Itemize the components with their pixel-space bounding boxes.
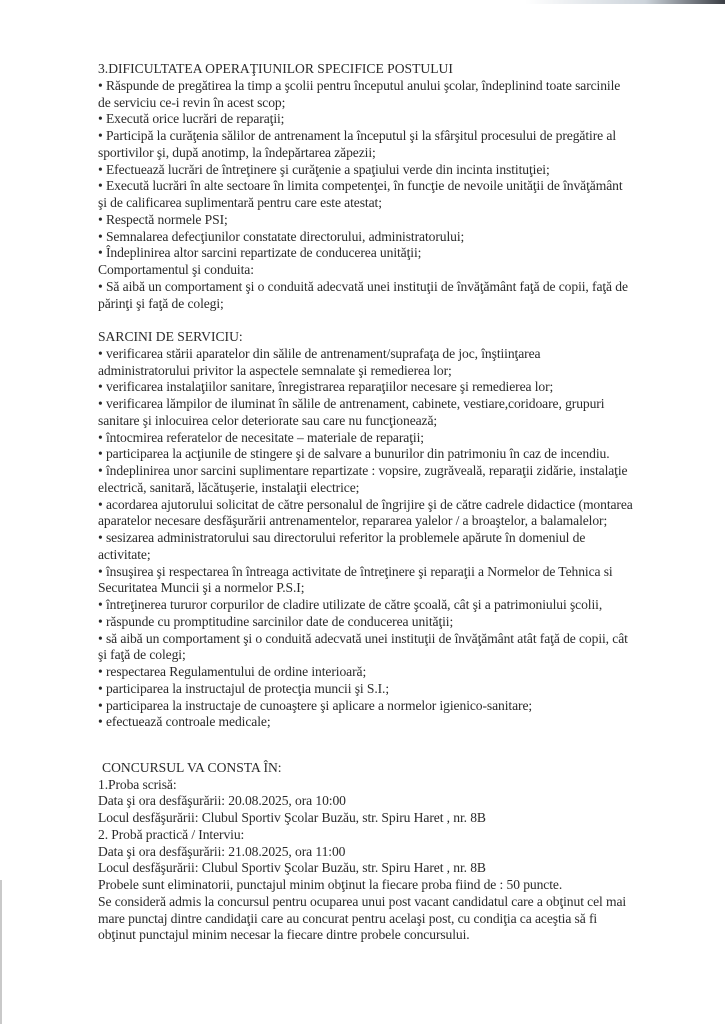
text-line: • întreţinerea tururor corpurilor de cladire utilizate de către şcoală, cât şi a patrimoniului şcolii, bbox=[98, 597, 603, 612]
section-body bbox=[98, 346, 698, 731]
scan-artifact-left-edge bbox=[0, 880, 2, 1024]
text-line: • Execută orice lucrări de reparaţii; bbox=[98, 111, 285, 127]
text-line: 2. Probă practică / Interviu: bbox=[98, 826, 245, 842]
text-line: • Efectuează lucrări de întreţinere şi curăţenie a spaţiului verde din incinta instituţiei; bbox=[98, 161, 550, 177]
section-body bbox=[98, 78, 698, 313]
text-line: • Execută lucrări în alte sectoare în limita competenţei, în funcţie de nevoile unităţii de învăţământ bbox=[98, 178, 623, 194]
text-line: Locul desfăşurării: Clubul Sportiv Şcolar Buzău, str. Spiru Haret , nr. 8B bbox=[98, 860, 486, 876]
text-line: • participarea la instructaje de cunoaştere şi aplicare a normelor igienico-sanitare; bbox=[98, 697, 533, 713]
section-heading: CONCURSUL VA CONSTA ÎN: bbox=[102, 759, 282, 775]
scan-artifact-top-edge bbox=[525, 0, 725, 4]
text-line: • întocmirea referatelor de necesitate – materiale de reparaţii; bbox=[98, 429, 424, 445]
text-line: • sesizarea administratorului sau directorului referitor la problemele apărute în domeniul de bbox=[98, 530, 586, 545]
text-line: activitate; bbox=[98, 546, 151, 562]
text-line: • însuşirea şi respectarea în întreaga activitate de întreţinere şi reparaţii a Normelor de Tehnica si bbox=[98, 563, 613, 579]
text-line: Comportamentul şi conduita: bbox=[98, 262, 254, 277]
text-line: obţinut punctajul minim necesar la fiecare dintre probele concursului. bbox=[98, 927, 470, 943]
text-line: părinţi şi faţă de colegi; bbox=[98, 295, 224, 311]
text-line: sportivilor şi, după anotimp, la îndepărtarea zăpezii; bbox=[98, 144, 376, 160]
text-line: • Răspunde de pregătirea la timp a şcolii pentru începutul anului şcolar, îndeplinind toate sarcinile bbox=[98, 77, 621, 93]
spacer bbox=[98, 312, 698, 329]
text-line: Locul desfăşurării: Clubul Sportiv Şcolar Buzău, str. Spiru Haret , nr. 8B bbox=[98, 810, 486, 825]
text-line: • participarea la acţiunile de stingere şi de salvare a bunurilor din patrimoniu în caz de incendiu. bbox=[98, 446, 610, 462]
spacer bbox=[98, 731, 698, 748]
section-job-duties bbox=[98, 329, 698, 731]
text-line: Probele sunt eliminatorii, punctajul minim obţinut la fiecare proba fiind de : 50 puncte. bbox=[98, 877, 563, 892]
text-line: Securitatea Muncii şi a normelor P.S.I; bbox=[98, 580, 305, 596]
text-line: • Să aibă un comportament şi o conduită adecvată unei instituţii de învăţământ faţă de copii, faţă de bbox=[98, 278, 628, 294]
text-line: • Participă la curăţenia sălilor de antrenament la începutul şi la sfârşitul procesului de pregătire al bbox=[98, 128, 616, 143]
text-line: • Respectă normele PSI; bbox=[98, 211, 228, 227]
text-line: • respectarea Regulamentului de ordine interioară; bbox=[98, 664, 367, 679]
section-contest-structure bbox=[98, 760, 698, 944]
section-heading: SARCINI DE SERVICIU: bbox=[98, 329, 243, 344]
text-line: Data şi ora desfăşurării: 20.08.2025, ora 10:00 bbox=[98, 793, 346, 809]
text-line: • răspunde cu promptitudine sarcinilor date de conducerea unităţii; bbox=[98, 613, 454, 629]
text-line: Se consideră admis la concursul pentru ocuparea unui post vacant candidatul care a obţinut cel mai bbox=[98, 893, 627, 909]
text-line: • să aibă un comportament şi o conduită adecvată unei instituţii de învăţământ atât faţă de copii, cât bbox=[98, 630, 628, 646]
text-line: • acordarea ajutorului solicitat de către personalul de îngrijire şi de către cadrele didactice (montarea bbox=[98, 496, 633, 512]
text-line: • efectuează controale medicale; bbox=[98, 714, 271, 730]
text-line: mare punctaj dintre candidaţii care au concurat pentru acelaşi post, cu condiţia ca aceştia să fi bbox=[98, 910, 598, 926]
section-job-difficulty bbox=[98, 61, 698, 312]
text-line: • Semnalarea defecţiunilor constatate directorului, administratorului; bbox=[98, 228, 465, 244]
text-line: administratorului privitor la aspectele semnalate şi remedierea lor; bbox=[98, 362, 452, 378]
text-line: • îndeplinirea unor sarcini suplimentare repartizate : vopsire, zugrăveală, reparaţii zidărie, instalaţie bbox=[98, 463, 628, 478]
text-line: 1.Proba scrisă: bbox=[98, 776, 177, 792]
section-heading: 3.DIFICULTATEA OPERAŢIUNILOR SPECIFICE POSTULUI bbox=[98, 61, 453, 76]
text-line: • verificarea instalaţiilor sanitare, înregistrarea reparaţiilor necesare şi remedierea lor; bbox=[98, 379, 554, 395]
section-body bbox=[98, 777, 698, 945]
text-line: • verificarea lămpilor de iluminat în sălile de antrenament, cabinete, vestiare,coridoare, grupuri bbox=[98, 396, 605, 411]
text-line: sanitare şi inlocuirea celor deteriorate sau care nu funcţionează; bbox=[98, 412, 438, 428]
text-line: • participarea la instructajul de protecţia muncii şi S.I.; bbox=[98, 680, 390, 696]
text-line: electrică, sanitară, lăcătuşerie, instalaţii electrice; bbox=[98, 479, 360, 495]
text-line: de serviciu ce-i revin în acest scop; bbox=[98, 94, 286, 110]
text-line: şi de calificarea suplimentară pentru care este atestat; bbox=[98, 195, 382, 210]
text-line: aparatelor necesare desfăşurării antrenamentelor, repararea yalelor / a broaştelor, a balamalelor; bbox=[98, 513, 608, 529]
text-line: • verificarea stării aparatelor din sălile de antrenament/suprafaţa de joc, înştiinţarea bbox=[98, 345, 541, 361]
document-page bbox=[98, 61, 698, 944]
spacer bbox=[98, 748, 698, 760]
text-line: • Îndeplinirea altor sarcini repartizate de conducerea unităţii; bbox=[98, 245, 422, 261]
text-line: Data şi ora desfăşurării: 21.08.2025, ora 11:00 bbox=[98, 843, 346, 859]
text-line: şi faţă de colegi; bbox=[98, 647, 186, 663]
